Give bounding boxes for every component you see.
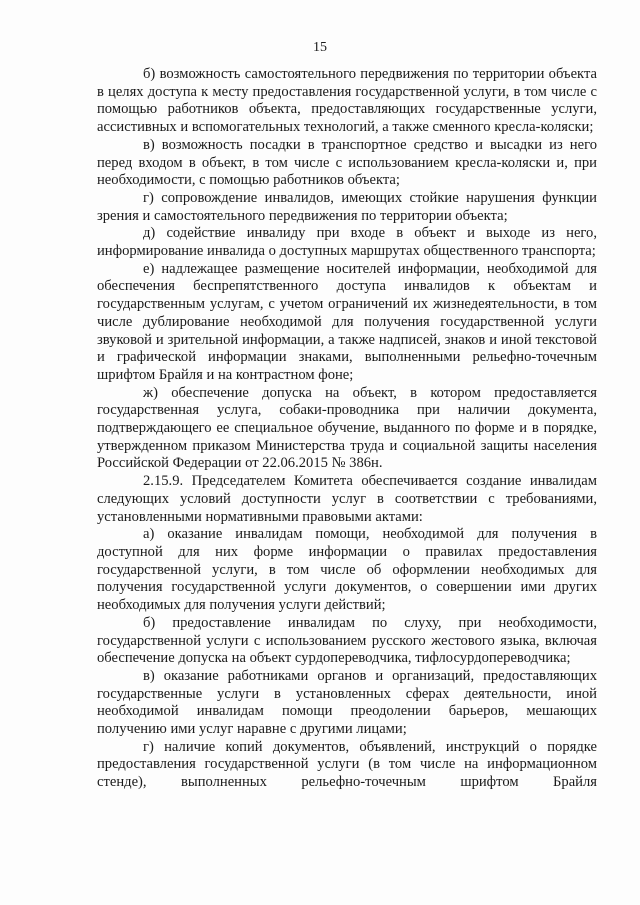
page-number: 15 xyxy=(313,40,327,55)
paragraph-b-movement: б) возможность самостоятельного передвижения по территории объекта в целях доступа к месту предоставления государственной услуги, в том числе с помощью работников объекта, предоставляющих государственные услуги, ассистивных и вспомогательных технологий, а также сменного кресла-коляски; xyxy=(97,66,597,136)
paragraph-v-transport-boarding: в) возможность посадки в транспортное средство и высадки из него перед входом в объект, в том числе с использованием кресла-коляски и, при необходимости, с помощью работников объекта; xyxy=(97,136,597,189)
document-body xyxy=(97,66,597,792)
paragraph-zh-guide-dog: ж) обеспечение допуска на объект, в котором предоставляется государственная услуга, собаки-проводника при наличии документа, подтверждающего ее специальное обучение, выданного по форме и в порядке, утвержденном приказом Министерства труда и социальной защиты населения Российской Федерации от 22.06.2015 № 386н. xyxy=(97,384,597,472)
paragraph-g-escort: г) сопровождение инвалидов, имеющих стойкие нарушения функции зрения и самостоятельного передвижения по территории объекта; xyxy=(97,189,597,224)
paragraph-v-staff-help: в) оказание работниками органов и организаций, предоставляющих государственные услуги в установленных сферах деятельности, иной необходимой инвалидам помощи преодолении барьеров, мешающих получению ими услуг наравне с другими лицами; xyxy=(97,667,597,738)
paragraph-g-braille-copies: г) наличие копий документов, объявлений, инструкций о порядке предоставления государственной услуги (в том числе на информационном стенде), выполненных рельефно-точечным шрифтом Брайля xyxy=(97,738,597,791)
paragraph-a-help: а) оказание инвалидам помощи, необходимой для получения в доступной для них форме информации о правилах предоставления государственной услуги, в том числе об оформлении необходимых для получения государственной услуги документов, о совершении ими других необходимых для получения услуги действий; xyxy=(97,526,597,614)
paragraph-d-assistance: д) содействие инвалиду при входе в объект и выходе из него, информирование инвалида о доступных маршрутах общественного транспорта; xyxy=(97,225,597,260)
paragraph-b-sign-language: б) предоставление инвалидам по слуху, при необходимости, государственной услуги с использованием русского жестового языка, включая обеспечение допуска на объект сурдопереводчика, тифлосурдопереводчика; xyxy=(97,614,597,667)
paragraph-e-information-carriers: е) надлежащее размещение носителей информации, необходимой для обеспечения беспрепятственного доступа инвалидов к объектам и государственным услугам, с учетом ограничений их жизнедеятельности, в том числе дублирование необходимой для получения государственной услуги звуковой и зрительной информации, а также надписей, знаков и иной текстовой и графической информации знаками, выполненными рельефно-точечным шрифтом Брайля и на контрастном фоне; xyxy=(97,260,597,383)
paragraph-2-15-9: 2.15.9. Председателем Комитета обеспечивается создание инвалидам следующих условий доступности услуг в соответствии с требованиями, установленными нормативными правовыми актами: xyxy=(97,473,597,525)
